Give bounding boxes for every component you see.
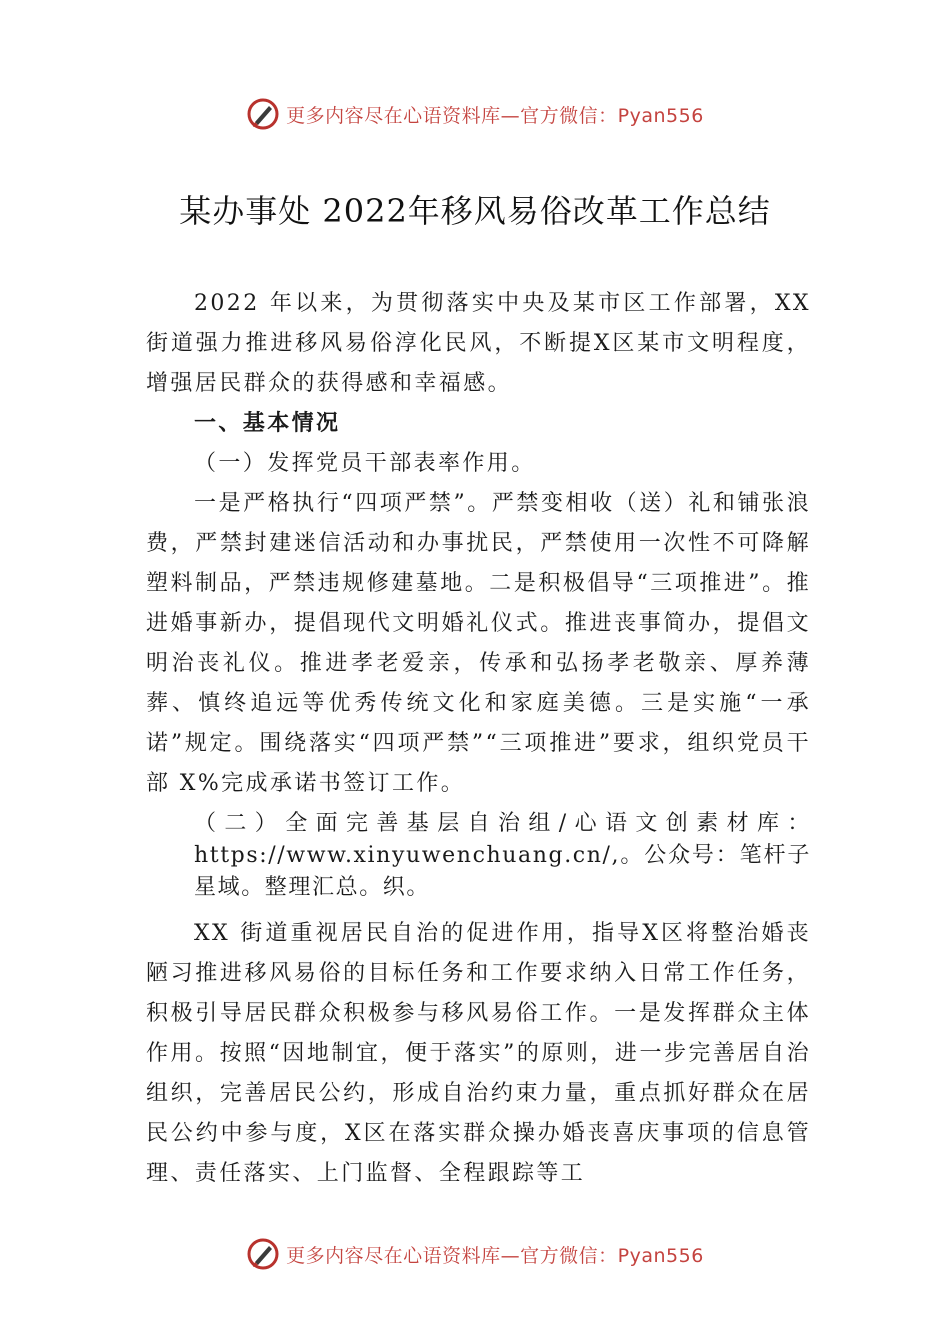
subsection-body-1: 一是严格执行“四项严禁”。严禁变相收（送）礼和铺张浪费，严禁封建迷信活动和办事扰民，严禁使用一次性不可降解塑料制品，严禁违规修建墓地。二是积极倡导“三项推进”。推进婚事新办，提倡现代文明婚礼仪式。推进丧事简办，提倡文明治丧礼仪。推进孝老爱亲，传承和弘扬孝老敬亲、厚养薄葬、慎终追远等优秀传统文化和家庭美德。三是实施“一承诺”规定。围绕落实“四项严禁”“三项推进”要求，组织党员干部 X%完成承诺书签订工作。: [146, 491, 811, 796]
document-title: 某办事处 2022年移风易俗改革工作总结: [179, 192, 771, 230]
subsection-heading-1: （一）发挥党员干部表率作用。: [194, 451, 536, 476]
footer-banner: [0, 1232, 950, 1276]
header-banner: [0, 92, 950, 136]
banner-text: 更多内容尽在心语资料库—官方微信：Pyan556: [286, 104, 704, 127]
intro-paragraph: 2022 年以来，为贯彻落实中央及某市区工作部署，XX 街道强力推进移风易俗淳化民风，不断提X区某市文明程度，增强居民群众的获得感和幸福感。: [146, 291, 811, 396]
subsection-body-2: XX 街道重视居民自治的促进作用，指导X区将整治婚丧陋习推进移风易俗的目标任务和工作要求纳入日常工作任务，积极引导居民群众积极参与移风易俗工作。一是发挥群众主体作用。按照“因地制宜，便于落实”的原则，进一步完善居自治组织，完善居民公约，形成自治约束力量，重点抓好群众在居民公约中参与度，X区在落实群众操办婚丧喜庆事项的信息管理、责任落实、上门监督、全程跟踪等工: [146, 921, 811, 1186]
document-body: [146, 284, 811, 1194]
banner-text: 更多内容尽在心语资料库—官方微信：Pyan556: [286, 1244, 704, 1267]
pen-in-circle-icon: [246, 97, 280, 131]
section-heading-basic: 一、基本情况: [194, 411, 341, 436]
subsection-heading-2: （二）全面完善基层自治组/心语文创素材库：https://www.xinyuwenchuang.cn/,。公众号：笔杆子星域。整理汇总。织。: [194, 811, 811, 900]
pen-in-circle-icon: [246, 1237, 280, 1271]
